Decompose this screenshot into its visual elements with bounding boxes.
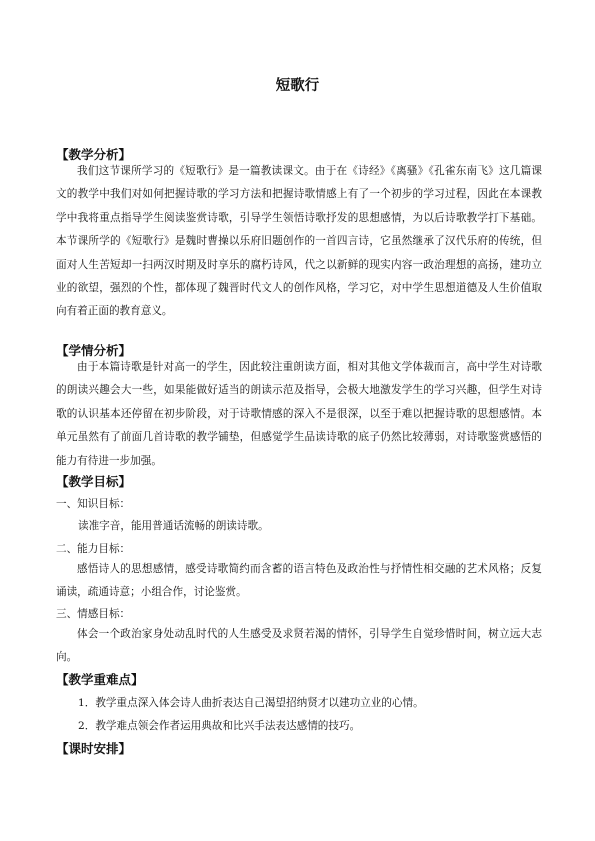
heading-learner-analysis: 【学情分析】 <box>56 343 132 358</box>
emotion-goal-text: 体会一个政治家身处动乱时代的人生感受及求贤若渴的情怀，引导学生自觉珍惜时间，树立远大志向。 <box>56 628 542 664</box>
heading-schedule: 【课时安排】 <box>56 741 132 756</box>
knowledge-goal-text: 读准字音，能用普通话流畅的朗读诗歌。 <box>78 520 269 532</box>
knowledge-goal-label: 一、知识目标： <box>56 498 131 510</box>
document-title: 短歌行 <box>275 78 320 94</box>
key-point-item: 1．教学重点深入体会诗人曲折表达自己渴望招纳贤才以建功立业的心情。 <box>78 697 424 709</box>
difficult-point-item: 2．教学难点领会作者运用典故和比兴手法表达感情的技巧。 <box>78 720 361 732</box>
heading-teaching-analysis: 【教学分析】 <box>56 147 132 162</box>
ability-goal-text: 感悟诗人的思想感情，感受诗歌简约而含蓄的语言特色及政治性与抒情性相交融的艺术风格；反复诵读，疏通诗意；小组合作，讨论鉴赏。 <box>56 563 542 599</box>
heading-key-difficult-points: 【教学重难点】 <box>56 672 144 687</box>
paragraph-learner-analysis: 由于本篇诗歌是针对高一的学生，因此较注重朗读方面，相对其他文学体裁而言，高中学生对诗歌的朗读兴趣会大一些，如果能做好适当的朗读示范及指导，会极大地激发学生的学习兴趣，但学生对诗歌的认识基本还停留在初步阶段，对于诗歌情感的深入不是很深，以至于难以把握诗歌的思想感情。本单元虽然有了前面几首诗歌的教学铺垫，但感觉学生品读诗歌的底子仍然比较薄弱，对诗歌鉴赏感悟的能力有待进一步加强。 <box>56 361 542 467</box>
heading-teaching-goals: 【教学目标】 <box>56 474 132 489</box>
ability-goal-label: 二、能力目标： <box>56 543 131 555</box>
paragraph-teaching-analysis: 我们这节课所学习的《短歌行》是一篇教读课文。由于在《诗经》《离骚》《孔雀东南飞》这几篇课文的教学中我们对如何把握诗歌的学习方法和把握诗歌情感上有了一个初步的学习过程，因此在本课教学中我将重点指导学生阅读鉴赏诗歌，引导学生领悟诗歌抒发的思想感情，为以后诗歌教学打下基础。本节课所学的《短歌行》是魏时曹操以乐府旧题创作的一首四言诗，它虽然继承了汉代乐府的传统，但面对人生苦短却一扫两汉时期及时享乐的腐朽诗风，代之以新鲜的现实内容一政治理想的高扬，建功立业的欲望，强烈的个性，都体现了魏晋时代文人的创作风格，学习它，对中学生思想道德及人生价值取向有着正面的教育意义。 <box>56 165 542 318</box>
emotion-goal-label: 三、情感目标： <box>56 608 131 620</box>
